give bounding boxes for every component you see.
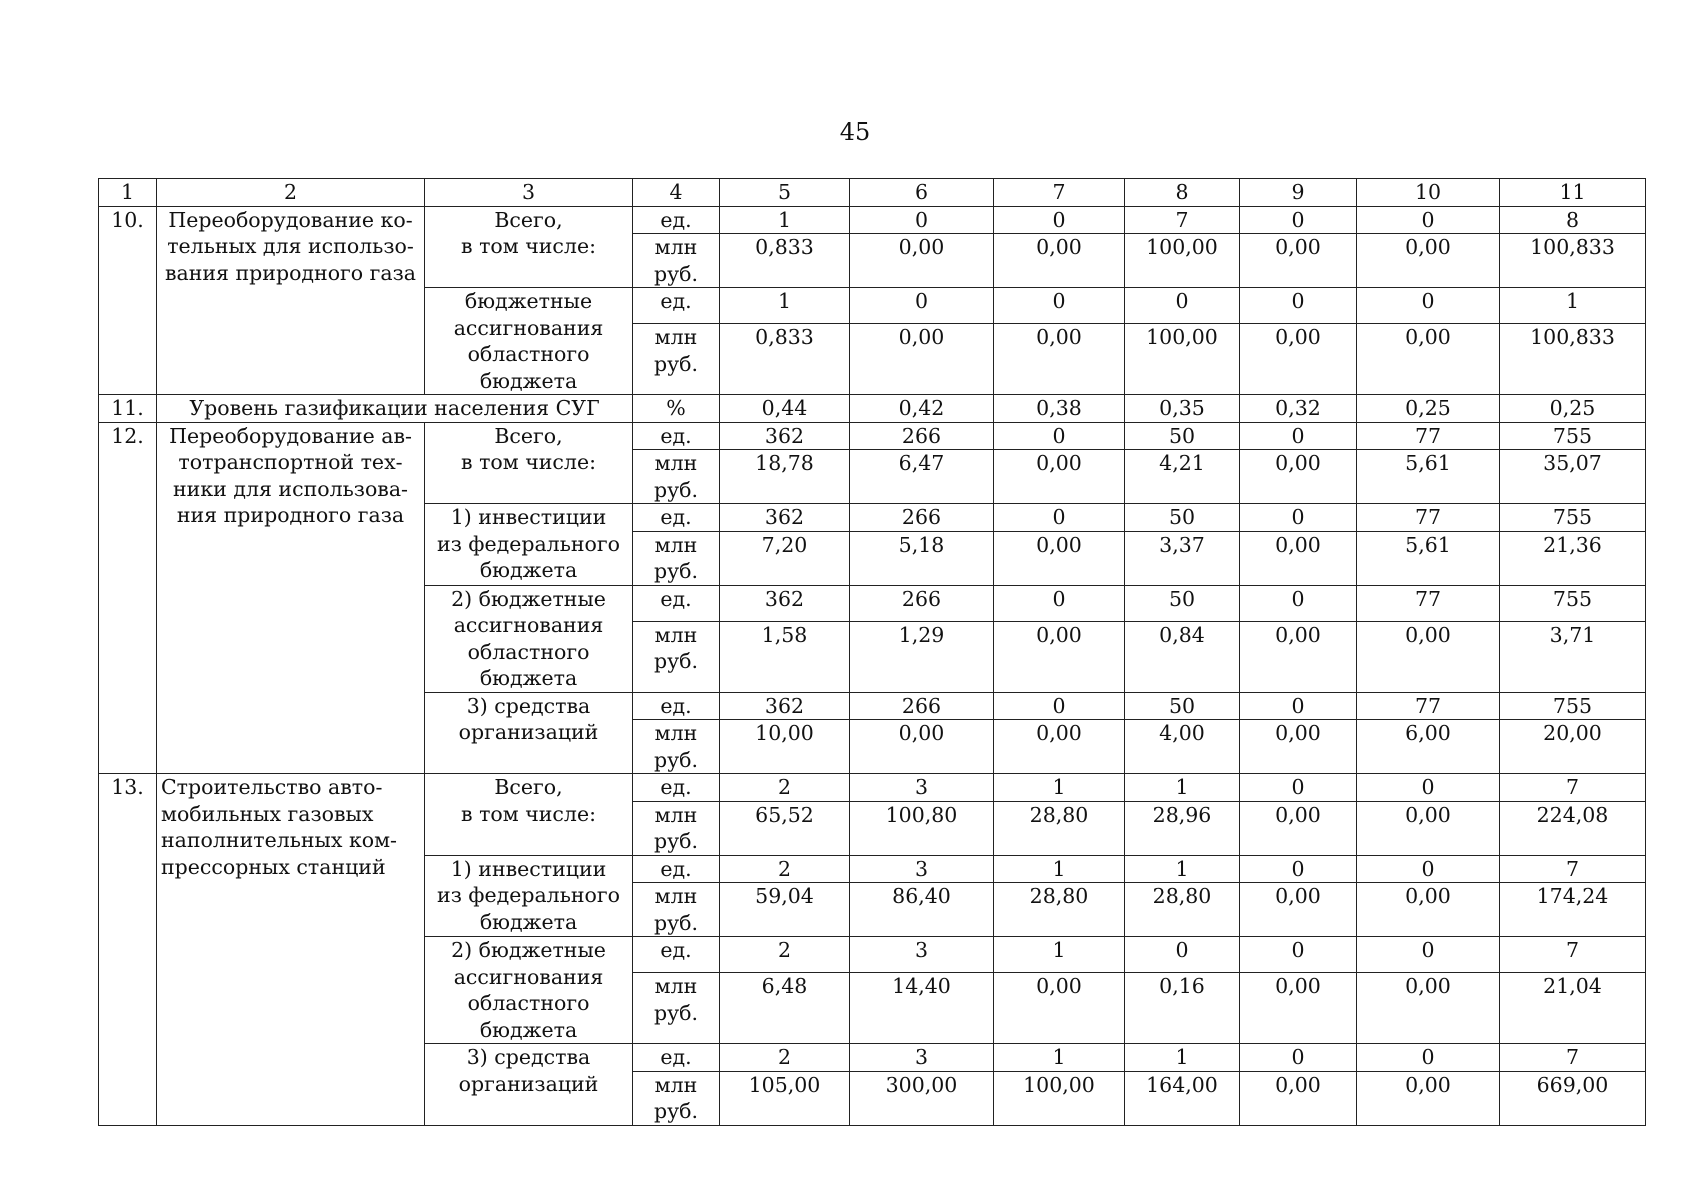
indicator-name-line: Переоборудование ко- xyxy=(168,207,413,232)
column-number-cell: 6 xyxy=(850,179,994,207)
unit-line: ед. xyxy=(660,938,692,962)
value-cell: 1 xyxy=(1125,855,1240,883)
unit-cell xyxy=(633,234,720,288)
value-cell: 0 xyxy=(1357,288,1500,324)
value-cell: 0,38 xyxy=(994,395,1125,423)
unit-line: ед. xyxy=(660,423,692,448)
unit-cell xyxy=(633,774,720,802)
value-cell: 0 xyxy=(1240,206,1357,234)
unit-line: млн xyxy=(654,1072,698,1097)
value-cell: 669,00 xyxy=(1500,1071,1646,1125)
value-cell: 0 xyxy=(1240,774,1357,802)
value-cell: 0 xyxy=(1240,937,1357,973)
value-cell: 21,36 xyxy=(1500,531,1646,585)
value-cell: 28,96 xyxy=(1125,801,1240,855)
unit-line: млн xyxy=(654,802,698,827)
value-cell: 0,44 xyxy=(720,395,850,423)
value-cell: 755 xyxy=(1500,504,1646,532)
value-cell: 0,16 xyxy=(1125,973,1240,1044)
value-cell: 1 xyxy=(994,937,1125,973)
value-cell: 174,24 xyxy=(1500,883,1646,937)
value-cell: 4,00 xyxy=(1125,720,1240,774)
funding-source-line: 1) инвестиции xyxy=(450,856,607,881)
value-cell: 0,00 xyxy=(1357,973,1500,1044)
value-cell: 0,00 xyxy=(850,324,994,395)
value-cell: 0,00 xyxy=(1240,450,1357,504)
funding-source-line: из федерального xyxy=(437,531,620,556)
funding-source-cell xyxy=(425,422,633,504)
value-cell: 2 xyxy=(720,774,850,802)
value-cell: 0 xyxy=(994,692,1125,720)
funding-source-line: 1) инвестиции xyxy=(450,505,607,529)
indicator-name-line: Строительство авто- xyxy=(161,775,383,799)
unit-line: руб. xyxy=(653,1099,699,1123)
column-number-cell: 2 xyxy=(157,179,425,207)
value-cell: 6,00 xyxy=(1357,720,1500,774)
funding-source-line: областного xyxy=(467,991,590,1015)
value-cell: 0,00 xyxy=(850,720,994,774)
unit-line: руб. xyxy=(653,649,699,674)
funding-source-line: Всего, xyxy=(494,207,563,232)
value-cell: 5,61 xyxy=(1357,531,1500,585)
value-cell: 7 xyxy=(1125,206,1240,234)
unit-line: руб. xyxy=(653,477,699,502)
value-cell: 266 xyxy=(850,504,994,532)
value-cell: 2 xyxy=(720,937,850,973)
funding-source-line: ассигнования xyxy=(453,964,604,989)
value-cell: 0,00 xyxy=(994,450,1125,504)
unit-line: ед. xyxy=(660,586,692,611)
value-cell: 7 xyxy=(1500,1044,1646,1072)
value-cell: 6,48 xyxy=(720,973,850,1044)
value-cell: 0 xyxy=(994,288,1125,324)
funding-source-line: организаций xyxy=(458,1071,599,1096)
value-cell: 266 xyxy=(850,692,994,720)
unit-line: ед. xyxy=(660,775,692,799)
value-cell: 5,61 xyxy=(1357,450,1500,504)
value-cell: 0 xyxy=(1240,504,1357,532)
unit-cell xyxy=(633,883,720,937)
value-cell: 0,35 xyxy=(1125,395,1240,423)
unit-cell xyxy=(633,621,720,692)
value-cell: 755 xyxy=(1500,422,1646,450)
value-cell: 7,20 xyxy=(720,531,850,585)
indicator-name-line: мобильных газовых xyxy=(161,801,374,826)
value-cell: 1 xyxy=(720,206,850,234)
value-cell: 1 xyxy=(1125,1044,1240,1072)
value-cell: 0,00 xyxy=(1240,531,1357,585)
value-cell: 20,00 xyxy=(1500,720,1646,774)
column-number-cell: 10 xyxy=(1357,179,1500,207)
value-cell: 0 xyxy=(1357,774,1500,802)
indicator-name-cell xyxy=(157,206,425,395)
value-cell: 0 xyxy=(1125,937,1240,973)
funding-source-line: областного xyxy=(467,342,590,366)
value-cell: 1 xyxy=(1125,774,1240,802)
unit-line: млн xyxy=(654,235,698,259)
value-cell: 7 xyxy=(1500,855,1646,883)
indicator-name-line: тельных для использо- xyxy=(167,234,414,258)
value-cell: 0 xyxy=(1357,937,1500,973)
value-cell: 224,08 xyxy=(1500,801,1646,855)
funding-source-line: бюджета xyxy=(479,1017,578,1042)
value-cell: 1 xyxy=(994,855,1125,883)
unit-line: руб. xyxy=(653,910,699,935)
program-indicators-table xyxy=(98,178,1646,1126)
row-number-cell: 13. xyxy=(99,774,157,1126)
value-cell: 0,42 xyxy=(850,395,994,423)
value-cell: 86,40 xyxy=(850,883,994,937)
value-cell: 50 xyxy=(1125,585,1240,621)
funding-source-cell xyxy=(425,206,633,288)
value-cell: 3 xyxy=(850,855,994,883)
value-cell: 0,00 xyxy=(1240,234,1357,288)
indicator-name-line: прессорных станций xyxy=(161,854,386,879)
unit-cell xyxy=(633,288,720,324)
indicator-name-cell xyxy=(157,422,425,774)
value-cell: 266 xyxy=(850,585,994,621)
indicator-name-line: Переоборудование ав- xyxy=(169,423,412,448)
value-cell: 0,00 xyxy=(1357,801,1500,855)
value-cell: 362 xyxy=(720,422,850,450)
value-cell: 8 xyxy=(1500,206,1646,234)
column-number-cell: 9 xyxy=(1240,179,1357,207)
indicator-name-line: ники для использова- xyxy=(173,476,408,501)
value-cell: 3 xyxy=(850,774,994,802)
funding-source-cell xyxy=(425,937,633,1044)
unit-cell xyxy=(633,422,720,450)
value-cell: 100,00 xyxy=(1125,324,1240,395)
column-number-cell: 7 xyxy=(994,179,1125,207)
funding-source-line: 3) средства xyxy=(466,1045,591,1069)
column-number-cell: 1 xyxy=(99,179,157,207)
funding-source-cell xyxy=(425,288,633,395)
funding-source-cell xyxy=(425,774,633,856)
unit-line: ед. xyxy=(660,693,692,718)
value-cell: 755 xyxy=(1500,692,1646,720)
value-cell: 266 xyxy=(850,422,994,450)
value-cell: 362 xyxy=(720,504,850,532)
header-row xyxy=(99,179,1646,207)
funding-source-line: Всего, xyxy=(494,423,563,448)
unit-cell xyxy=(633,937,720,973)
funding-source-line: 3) средства xyxy=(466,693,591,718)
value-cell: 164,00 xyxy=(1125,1071,1240,1125)
funding-source-line: 2) бюджетные xyxy=(451,586,606,611)
value-cell: 0,00 xyxy=(850,234,994,288)
value-cell: 28,80 xyxy=(994,883,1125,937)
value-cell: 1 xyxy=(994,774,1125,802)
value-cell: 100,00 xyxy=(994,1071,1125,1125)
value-cell: 0,00 xyxy=(1240,621,1357,692)
row-number-cell: 11. xyxy=(99,395,157,423)
unit-cell xyxy=(633,1044,720,1072)
indicator-name-cell: Уровень газификации населения СУГ xyxy=(157,395,633,423)
value-cell: 100,80 xyxy=(850,801,994,855)
value-cell: 0,00 xyxy=(994,234,1125,288)
value-cell: 105,00 xyxy=(720,1071,850,1125)
value-cell: 14,40 xyxy=(850,973,994,1044)
funding-source-line: бюджетные xyxy=(464,289,593,313)
value-cell: 0,25 xyxy=(1500,395,1646,423)
value-cell: 0,833 xyxy=(720,324,850,395)
unit-cell: % xyxy=(633,395,720,423)
value-cell: 0,00 xyxy=(1240,324,1357,395)
value-cell: 0 xyxy=(1240,692,1357,720)
value-cell: 0 xyxy=(1357,206,1500,234)
unit-line: ед. xyxy=(660,856,692,881)
indicator-name-line: тотранспортной тех- xyxy=(178,450,403,474)
value-cell: 0,00 xyxy=(1240,973,1357,1044)
funding-source-line: бюджета xyxy=(479,558,578,582)
value-cell: 7 xyxy=(1500,937,1646,973)
value-cell: 3,37 xyxy=(1125,531,1240,585)
unit-cell xyxy=(633,504,720,532)
value-cell: 0,00 xyxy=(1357,324,1500,395)
value-cell: 0,32 xyxy=(1240,395,1357,423)
table-row xyxy=(99,422,1646,450)
table-row xyxy=(99,395,1646,423)
unit-cell xyxy=(633,1071,720,1125)
value-cell: 50 xyxy=(1125,422,1240,450)
value-cell: 50 xyxy=(1125,692,1240,720)
funding-source-line: бюджета xyxy=(479,666,578,690)
value-cell: 0 xyxy=(1240,585,1357,621)
indicator-name-line: ния природного газа xyxy=(176,503,405,527)
unit-line: млн xyxy=(654,622,698,647)
funding-source-line: в том числе: xyxy=(461,801,596,826)
funding-source-line: ассигнования xyxy=(453,613,604,637)
value-cell: 0,00 xyxy=(1240,883,1357,937)
value-cell: 77 xyxy=(1357,504,1500,532)
unit-line: млн xyxy=(654,451,698,475)
funding-source-line: организаций xyxy=(458,720,599,744)
value-cell: 0 xyxy=(1240,1044,1357,1072)
value-cell: 1 xyxy=(1500,288,1646,324)
funding-source-cell xyxy=(425,585,633,692)
value-cell: 100,833 xyxy=(1500,324,1646,395)
value-cell: 362 xyxy=(720,692,850,720)
row-number-cell: 10. xyxy=(99,206,157,395)
unit-line: руб. xyxy=(653,747,699,772)
value-cell: 1,29 xyxy=(850,621,994,692)
value-cell: 0,00 xyxy=(1240,801,1357,855)
value-cell: 6,47 xyxy=(850,450,994,504)
indicator-name-line: вания природного газа xyxy=(164,260,417,285)
column-number-cell: 8 xyxy=(1125,179,1240,207)
value-cell: 100,833 xyxy=(1500,234,1646,288)
unit-line: ед. xyxy=(660,505,692,529)
value-cell: 10,00 xyxy=(720,720,850,774)
unit-cell xyxy=(633,206,720,234)
unit-line: руб. xyxy=(653,829,699,853)
funding-source-line: бюджета xyxy=(479,368,578,393)
value-cell: 7 xyxy=(1500,774,1646,802)
unit-line: ед. xyxy=(660,1045,692,1069)
unit-cell xyxy=(633,692,720,720)
value-cell: 0,84 xyxy=(1125,621,1240,692)
funding-source-line: областного xyxy=(467,639,590,664)
unit-line: руб. xyxy=(653,1000,699,1025)
value-cell: 18,78 xyxy=(720,450,850,504)
table-row xyxy=(99,774,1646,802)
value-cell: 0 xyxy=(1125,288,1240,324)
value-cell: 0,00 xyxy=(994,973,1125,1044)
value-cell: 300,00 xyxy=(850,1071,994,1125)
value-cell: 28,80 xyxy=(994,801,1125,855)
value-cell: 50 xyxy=(1125,504,1240,532)
value-cell: 1,58 xyxy=(720,621,850,692)
page-number: 45 xyxy=(839,118,871,146)
unit-line: млн xyxy=(654,884,698,908)
table-row xyxy=(99,206,1646,234)
value-cell: 65,52 xyxy=(720,801,850,855)
value-cell: 0 xyxy=(1357,1044,1500,1072)
funding-source-line: 2) бюджетные xyxy=(451,938,606,962)
value-cell: 0 xyxy=(1240,422,1357,450)
funding-source-line: в том числе: xyxy=(461,234,596,258)
value-cell: 0,00 xyxy=(1357,1071,1500,1125)
value-cell: 0,00 xyxy=(1357,621,1500,692)
funding-source-line: бюджета xyxy=(479,909,578,934)
unit-cell xyxy=(633,855,720,883)
value-cell: 0,00 xyxy=(1357,883,1500,937)
unit-cell xyxy=(633,973,720,1044)
indicator-name-cell xyxy=(157,774,425,1126)
value-cell: 0 xyxy=(994,422,1125,450)
value-cell: 59,04 xyxy=(720,883,850,937)
unit-line: ед. xyxy=(660,207,692,232)
funding-source-line: Всего, xyxy=(494,775,563,799)
column-number-cell: 3 xyxy=(425,179,633,207)
value-cell: 0,00 xyxy=(1240,1071,1357,1125)
value-cell: 0,25 xyxy=(1357,395,1500,423)
value-cell: 0,00 xyxy=(994,720,1125,774)
indicator-name-line: наполнительных ком- xyxy=(161,828,397,852)
funding-source-line: из федерального xyxy=(437,883,620,907)
value-cell: 77 xyxy=(1357,585,1500,621)
value-cell: 35,07 xyxy=(1500,450,1646,504)
value-cell: 5,18 xyxy=(850,531,994,585)
value-cell: 3 xyxy=(850,937,994,973)
value-cell: 0 xyxy=(1357,855,1500,883)
funding-source-cell xyxy=(425,504,633,586)
value-cell: 362 xyxy=(720,585,850,621)
value-cell: 1 xyxy=(994,1044,1125,1072)
unit-line: млн xyxy=(654,974,698,999)
unit-line: млн xyxy=(654,721,698,745)
value-cell: 4,21 xyxy=(1125,450,1240,504)
column-number-cell: 5 xyxy=(720,179,850,207)
value-cell: 28,80 xyxy=(1125,883,1240,937)
value-cell: 0 xyxy=(994,585,1125,621)
funding-source-cell xyxy=(425,855,633,937)
value-cell: 2 xyxy=(720,1044,850,1072)
value-cell: 0,833 xyxy=(720,234,850,288)
unit-cell xyxy=(633,531,720,585)
value-cell: 0 xyxy=(1240,288,1357,324)
unit-cell xyxy=(633,720,720,774)
value-cell: 0 xyxy=(850,288,994,324)
column-number-cell: 11 xyxy=(1500,179,1646,207)
value-cell: 0 xyxy=(994,206,1125,234)
unit-line: ед. xyxy=(660,289,692,313)
funding-source-cell xyxy=(425,1044,633,1126)
unit-cell xyxy=(633,801,720,855)
unit-line: руб. xyxy=(653,261,699,286)
funding-source-line: ассигнования xyxy=(453,315,604,340)
value-cell: 1 xyxy=(720,288,850,324)
value-cell: 755 xyxy=(1500,585,1646,621)
value-cell: 77 xyxy=(1357,422,1500,450)
unit-line: руб. xyxy=(653,351,699,376)
value-cell: 3 xyxy=(850,1044,994,1072)
value-cell: 21,04 xyxy=(1500,973,1646,1044)
row-number-cell: 12. xyxy=(99,422,157,774)
value-cell: 77 xyxy=(1357,692,1500,720)
value-cell: 0,00 xyxy=(1357,234,1500,288)
unit-cell xyxy=(633,324,720,395)
value-cell: 0 xyxy=(1240,855,1357,883)
value-cell: 0 xyxy=(850,206,994,234)
value-cell: 0,00 xyxy=(994,531,1125,585)
unit-cell xyxy=(633,450,720,504)
value-cell: 0,00 xyxy=(994,324,1125,395)
funding-source-cell xyxy=(425,692,633,774)
unit-line: млн xyxy=(654,532,698,557)
column-number-cell: 4 xyxy=(633,179,720,207)
value-cell: 0,00 xyxy=(994,621,1125,692)
value-cell: 0 xyxy=(994,504,1125,532)
value-cell: 0,00 xyxy=(1240,720,1357,774)
value-cell: 100,00 xyxy=(1125,234,1240,288)
value-cell: 2 xyxy=(720,855,850,883)
unit-line: млн xyxy=(654,325,698,350)
value-cell: 3,71 xyxy=(1500,621,1646,692)
unit-cell xyxy=(633,585,720,621)
unit-line: руб. xyxy=(653,559,699,583)
funding-source-line: в том числе: xyxy=(461,450,596,474)
